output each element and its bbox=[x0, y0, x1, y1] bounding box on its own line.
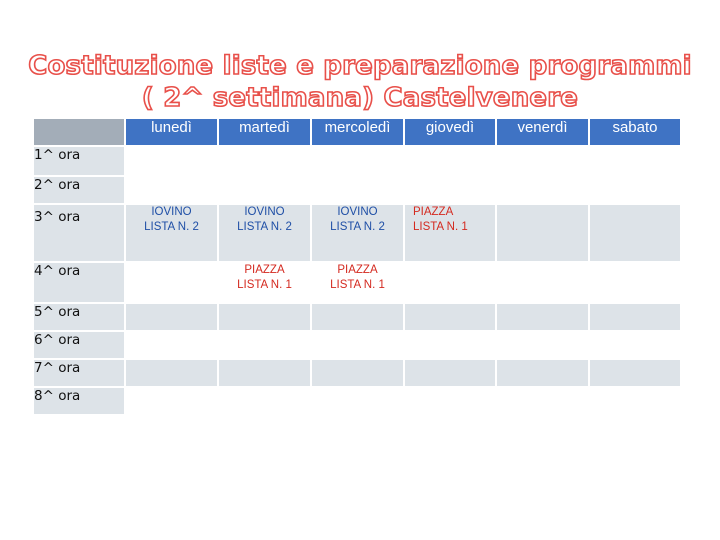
table-cell bbox=[404, 204, 496, 262]
day-header-mercoledi: mercoledì bbox=[311, 118, 404, 146]
hour-label: 8^ ora bbox=[33, 387, 125, 415]
table-cell bbox=[404, 331, 496, 359]
table-cell bbox=[125, 387, 218, 415]
day-header-giovedi: giovedì bbox=[404, 118, 496, 146]
table-cell bbox=[496, 146, 589, 176]
title-line-2: ( 2^ settimana) Castelvenere bbox=[141, 83, 579, 113]
day-header-lunedi: lunedì bbox=[125, 118, 218, 146]
table-cell bbox=[311, 303, 404, 331]
table-row bbox=[33, 387, 681, 415]
day-header-venerdi: venerdì bbox=[496, 118, 589, 146]
teacher-name: PIAZZA bbox=[337, 264, 378, 276]
table-row bbox=[33, 331, 681, 359]
teacher-name: IOVINO bbox=[151, 206, 192, 218]
table-cell bbox=[218, 387, 311, 415]
hour-label: 2^ ora bbox=[33, 176, 125, 204]
table-cell bbox=[589, 359, 681, 387]
table-cell bbox=[589, 176, 681, 204]
page-title bbox=[0, 50, 720, 114]
table-row bbox=[33, 303, 681, 331]
list-number: LISTA N. 2 bbox=[237, 221, 292, 233]
list-number: LISTA N. 2 bbox=[144, 221, 199, 233]
day-header-martedi: martedì bbox=[218, 118, 311, 146]
table-cell bbox=[311, 331, 404, 359]
table-cell bbox=[218, 359, 311, 387]
table-cell bbox=[589, 146, 681, 176]
header-row bbox=[33, 118, 681, 146]
table-cell bbox=[125, 204, 218, 262]
teacher-name: IOVINO bbox=[337, 206, 378, 218]
table-cell bbox=[496, 387, 589, 415]
table-cell bbox=[404, 176, 496, 204]
list-number: LISTA N. 1 bbox=[237, 279, 292, 291]
hour-label: 3^ ora bbox=[33, 204, 125, 262]
table-cell bbox=[311, 359, 404, 387]
table-cell bbox=[218, 176, 311, 204]
table-cell bbox=[125, 303, 218, 331]
schedule-table bbox=[32, 117, 682, 416]
table-cell bbox=[311, 387, 404, 415]
table-cell bbox=[125, 359, 218, 387]
hour-label: 7^ ora bbox=[33, 359, 125, 387]
table-cell bbox=[218, 303, 311, 331]
table-cell bbox=[404, 387, 496, 415]
table-row bbox=[33, 359, 681, 387]
hour-label: 6^ ora bbox=[33, 331, 125, 359]
teacher-name: IOVINO bbox=[244, 206, 285, 218]
table-cell bbox=[311, 176, 404, 204]
teacher-name: PIAZZA bbox=[413, 206, 454, 218]
list-number: LISTA N. 1 bbox=[413, 221, 468, 233]
table-cell bbox=[404, 146, 496, 176]
table-cell bbox=[311, 146, 404, 176]
table-cell bbox=[404, 262, 496, 303]
table-cell bbox=[125, 262, 218, 303]
table-cell bbox=[404, 359, 496, 387]
table-cell bbox=[589, 331, 681, 359]
table-cell bbox=[218, 204, 311, 262]
hour-label: 1^ ora bbox=[33, 146, 125, 176]
hour-label: 5^ ora bbox=[33, 303, 125, 331]
table-cell bbox=[311, 262, 404, 303]
table-row bbox=[33, 176, 681, 204]
table-cell bbox=[589, 262, 681, 303]
table-cell bbox=[496, 176, 589, 204]
table-cell bbox=[589, 303, 681, 331]
table-row bbox=[33, 146, 681, 176]
day-header-sabato: sabato bbox=[589, 118, 681, 146]
table-cell bbox=[496, 303, 589, 331]
table-cell bbox=[218, 146, 311, 176]
table-cell bbox=[218, 331, 311, 359]
list-number: LISTA N. 1 bbox=[330, 279, 385, 291]
title-line-1: Costituzione liste e preparazione programmi bbox=[28, 51, 692, 81]
table-cell bbox=[496, 359, 589, 387]
table-cell bbox=[496, 331, 589, 359]
table-cell bbox=[218, 262, 311, 303]
table-cell bbox=[496, 204, 589, 262]
table-cell bbox=[496, 262, 589, 303]
table-cell bbox=[125, 146, 218, 176]
hour-label: 4^ ora bbox=[33, 262, 125, 303]
table-cell bbox=[404, 303, 496, 331]
table-row bbox=[33, 204, 681, 262]
corner-cell bbox=[33, 118, 125, 146]
table-cell bbox=[125, 331, 218, 359]
table-cell bbox=[125, 176, 218, 204]
list-number: LISTA N. 2 bbox=[330, 221, 385, 233]
teacher-name: PIAZZA bbox=[244, 264, 285, 276]
table-row bbox=[33, 262, 681, 303]
table-cell bbox=[311, 204, 404, 262]
table-cell bbox=[589, 387, 681, 415]
table-cell bbox=[589, 204, 681, 262]
